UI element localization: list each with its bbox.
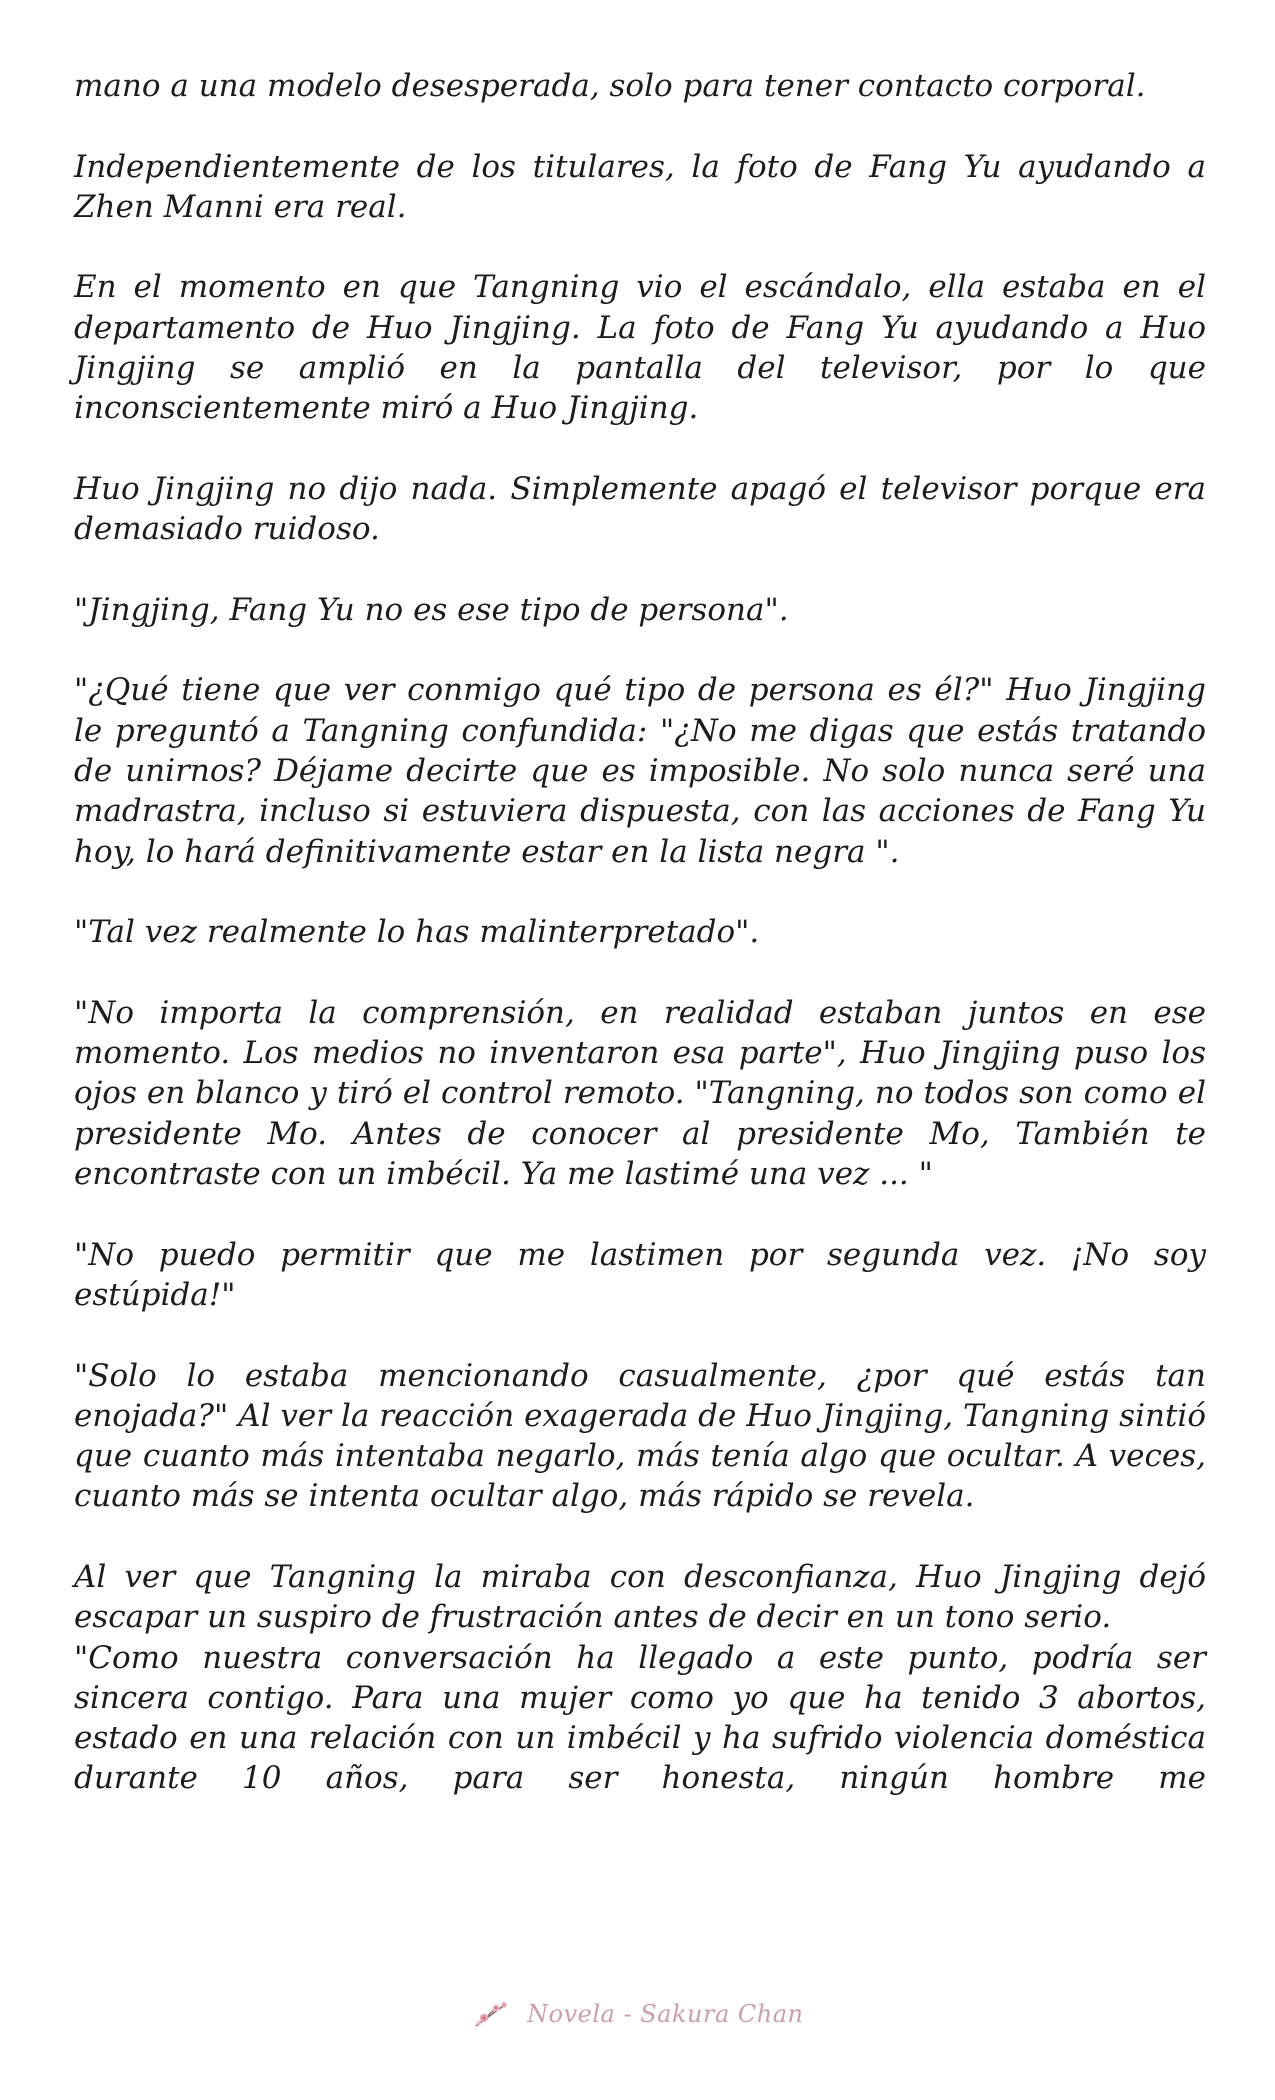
paragraph-3: En el momento en que Tangning vio el escándalo, ella estaba en el departamento de Huo Jingjing. La foto de Fang Yu ayudando a Huo Jingjing se amplió en la pantalla del televisor, por lo que inconscientemente miró a Huo Jingjing. xyxy=(74,269,1206,427)
paragraph-4: Huo Jingjing no dijo nada. Simplemente apagó el televisor porque era demasiado ruidoso. xyxy=(74,470,1206,548)
paragraph-9: "No puedo permitir que me lastimen por segunda vez. ¡No soy estúpida!" xyxy=(74,1236,1206,1313)
footer-watermark xyxy=(0,1998,1275,2030)
paragraph-12: "Como nuestra conversación ha llegado a este punto, podría ser sincera contigo. Para una mujer como yo que ha tenido 3 abortos, estado en una relación con un imbécil y ha sufrido violencia doméstica durante 10 años, para ser honesta, ningún hombre me xyxy=(74,1639,1206,1797)
paragraph-8: "No importa la comprensión, en realidad estaban juntos en ese momento. Los medios no inventaron esa parte", Huo Jingjing puso los ojos en blanco y tiró el control remoto. "Tangning, no todos son como el presidente Mo. Antes de conocer al presidente Mo, También te encontraste con un imbécil. Ya me lastimé una vez ... " xyxy=(74,994,1206,1193)
paragraph-11: Al ver que Tangning la miraba con desconfianza, Huo Jingjing dejó escapar un suspiro de frustración antes de decir en un tono serio. xyxy=(74,1558,1206,1636)
footer-text: Novela - Sakura Chan xyxy=(527,2000,804,2028)
paragraph-5: "Jingjing, Fang Yu no es ese tipo de persona". xyxy=(74,591,789,628)
paragraph-2: Independientemente de los titulares, la foto de Fang Yu ayudando a Zhen Manni era real. xyxy=(74,148,1206,225)
paragraph-7: "Tal vez realmente lo has malinterpretado". xyxy=(74,914,760,951)
paragraph-6: "¿Qué tiene que ver conmigo qué tipo de persona es él?" Huo Jingjing le preguntó a Tangning confundida: "¿No me digas que estás tratando de unirnos? Déjame decirte que es imposible. No solo nunca seré una madrastra, incluso si estuviera dispuesta, con las acciones de Fang Yu hoy, lo hará definitivamente estar en la lista negra ". xyxy=(74,672,1206,870)
paragraph-10: "Solo lo estaba mencionando casualmente, ¿por qué estás tan enojada?" Al ver la reacción exagerada de Huo Jingjing, Tangning sintió que cuanto más intentaba negarlo, más tenía algo que ocultar. A veces, cuanto más se intenta ocultar algo, más rápido se revela. xyxy=(74,1357,1206,1515)
paragraph-1: mano a una modelo desesperada, solo para tener contacto corporal. xyxy=(74,68,1146,104)
sakura-blossom-icon xyxy=(472,1998,512,2030)
document-body xyxy=(74,66,1206,1799)
